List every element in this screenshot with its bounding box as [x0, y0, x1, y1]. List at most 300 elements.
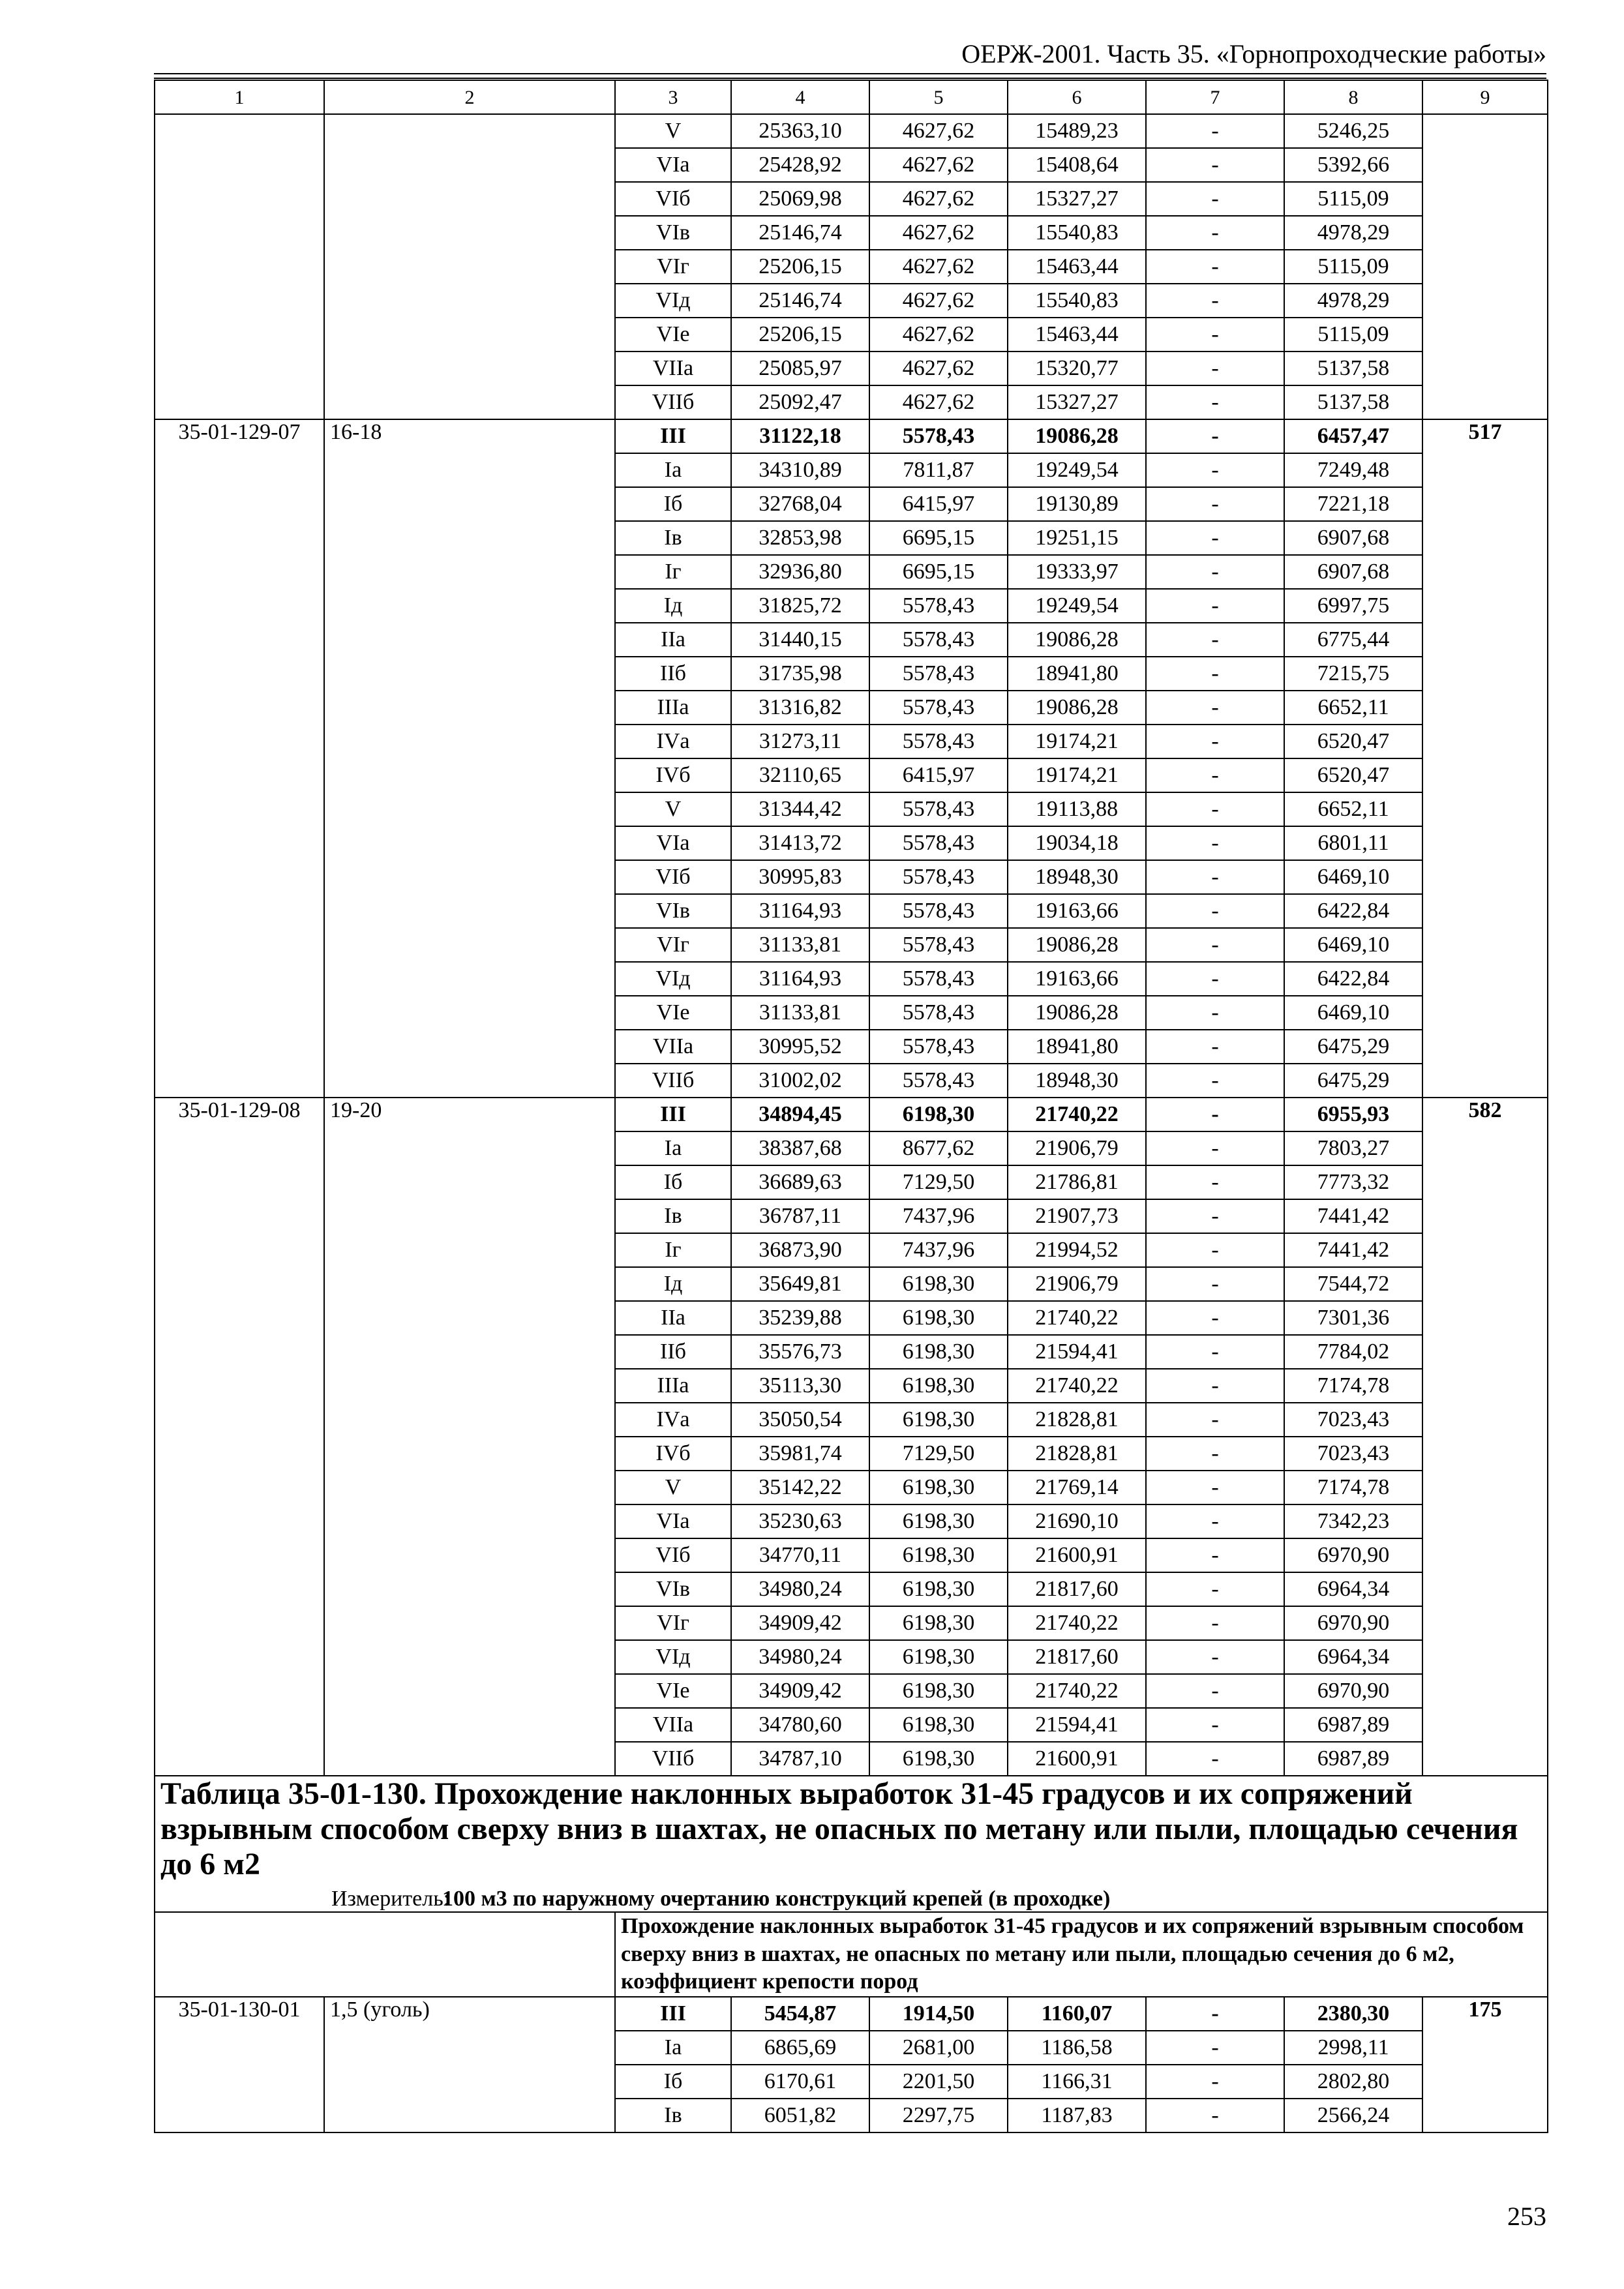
description-row — [155, 1912, 1548, 1997]
value-cell: 15408,64 — [1008, 148, 1146, 182]
value-cell: 2201,50 — [869, 2065, 1008, 2099]
value-cell: - — [1146, 1064, 1284, 1098]
value-cell: 4627,62 — [869, 385, 1008, 419]
value-cell: 6997,75 — [1284, 589, 1422, 623]
value-cell: 19163,66 — [1008, 894, 1146, 928]
value-cell: - — [1146, 352, 1284, 385]
empty-cell — [155, 114, 324, 419]
value-cell: 4627,62 — [869, 352, 1008, 385]
value-cell: 6198,30 — [869, 1606, 1008, 1640]
zone-code: VIд — [615, 962, 731, 996]
value-cell: 6652,11 — [1284, 691, 1422, 725]
value-cell: 21769,14 — [1008, 1471, 1146, 1504]
value-cell: 6415,97 — [869, 487, 1008, 521]
column-9-text: 582 — [1468, 1098, 1502, 1122]
value-cell: 8677,62 — [869, 1131, 1008, 1165]
table-row — [155, 1098, 1548, 1131]
value-cell: 31133,81 — [731, 928, 869, 962]
column-9-text: 517 — [1468, 420, 1502, 444]
empty-cell — [324, 114, 615, 419]
value-cell: 21740,22 — [1008, 1606, 1146, 1640]
value-cell: 35050,54 — [731, 1403, 869, 1437]
value-cell: - — [1146, 2099, 1284, 2132]
meter-label: Измеритель: — [331, 1887, 450, 1911]
value-cell: 6907,68 — [1284, 521, 1422, 555]
value-cell: 19086,28 — [1008, 928, 1146, 962]
value-cell: - — [1146, 419, 1284, 453]
zone-code: VIе — [615, 1674, 731, 1708]
value-cell: - — [1146, 1165, 1284, 1199]
meter-line — [160, 1887, 1542, 1911]
zone-code: III — [615, 1098, 731, 1131]
zone-code: VIд — [615, 1640, 731, 1674]
value-cell: 7174,78 — [1284, 1471, 1422, 1504]
zone-code: Iб — [615, 2065, 731, 2099]
value-cell: 2297,75 — [869, 2099, 1008, 2132]
value-cell: - — [1146, 1640, 1284, 1674]
value-cell: 21740,22 — [1008, 1674, 1146, 1708]
value-cell: 6170,61 — [731, 2065, 869, 2099]
value-cell: 2681,00 — [869, 2031, 1008, 2065]
value-cell: 7174,78 — [1284, 1369, 1422, 1403]
value-cell: 31273,11 — [731, 725, 869, 758]
value-cell: 21828,81 — [1008, 1437, 1146, 1471]
value-cell: 4627,62 — [869, 216, 1008, 250]
value-cell: 21907,73 — [1008, 1199, 1146, 1233]
value-cell: 1914,50 — [869, 1997, 1008, 2031]
value-cell: 25363,10 — [731, 114, 869, 148]
header-rule — [154, 78, 1546, 79]
meter-value: 100 м3 по наружному очертанию конструкций крепей (в проходке) — [442, 1887, 1111, 1911]
value-cell: - — [1146, 1369, 1284, 1403]
value-cell: 2998,11 — [1284, 2031, 1422, 2065]
zone-code: IVб — [615, 1437, 731, 1471]
value-cell: 32936,80 — [731, 555, 869, 589]
value-cell: 21994,52 — [1008, 1233, 1146, 1267]
zone-code: V — [615, 792, 731, 826]
value-cell: 31164,93 — [731, 894, 869, 928]
zone-code: VIб — [615, 182, 731, 216]
zone-code: VIв — [615, 1572, 731, 1606]
value-cell: 6695,15 — [869, 555, 1008, 589]
value-cell: - — [1146, 2065, 1284, 2099]
value-cell: 7441,42 — [1284, 1233, 1422, 1267]
value-cell: 19249,54 — [1008, 589, 1146, 623]
value-cell: 34909,42 — [731, 1674, 869, 1708]
zone-code: VIIб — [615, 1064, 731, 1098]
zone-code: IIб — [615, 1335, 731, 1369]
value-cell: 5578,43 — [869, 962, 1008, 996]
value-cell: 7803,27 — [1284, 1131, 1422, 1165]
value-cell: 36787,11 — [731, 1199, 869, 1233]
value-cell: 6469,10 — [1284, 928, 1422, 962]
value-cell: 7784,02 — [1284, 1335, 1422, 1369]
value-cell: 15463,44 — [1008, 250, 1146, 284]
value-cell: - — [1146, 1471, 1284, 1504]
value-cell: - — [1146, 216, 1284, 250]
value-cell: 21594,41 — [1008, 1708, 1146, 1742]
description-cell — [615, 1912, 1548, 1997]
column-number: 9 — [1422, 80, 1548, 114]
value-cell: - — [1146, 385, 1284, 419]
value-cell: 25206,15 — [731, 250, 869, 284]
zone-code: IIб — [615, 657, 731, 691]
value-cell: 32853,98 — [731, 521, 869, 555]
value-cell: - — [1146, 1199, 1284, 1233]
value-cell: - — [1146, 962, 1284, 996]
value-cell: - — [1146, 725, 1284, 758]
value-cell: 19130,89 — [1008, 487, 1146, 521]
value-cell: 6987,89 — [1284, 1742, 1422, 1776]
value-cell: 36873,90 — [731, 1233, 869, 1267]
value-cell: 15540,83 — [1008, 216, 1146, 250]
value-cell: 2380,30 — [1284, 1997, 1422, 2031]
value-cell: 35142,22 — [731, 1471, 869, 1504]
zone-code: VIа — [615, 148, 731, 182]
zone-code: VIв — [615, 894, 731, 928]
value-cell: 31164,93 — [731, 962, 869, 996]
value-cell: 31002,02 — [731, 1064, 869, 1098]
zone-code: IIIа — [615, 1369, 731, 1403]
value-cell: 7342,23 — [1284, 1504, 1422, 1538]
value-cell: 34770,11 — [731, 1538, 869, 1572]
zone-code: VIг — [615, 250, 731, 284]
value-cell: - — [1146, 521, 1284, 555]
table-row — [155, 419, 1548, 453]
value-cell: - — [1146, 148, 1284, 182]
rates-table — [154, 80, 1548, 2133]
value-cell: 6198,30 — [869, 1335, 1008, 1369]
value-cell: 6198,30 — [869, 1640, 1008, 1674]
value-cell: 6198,30 — [869, 1708, 1008, 1742]
value-cell: 4627,62 — [869, 318, 1008, 352]
value-cell: 21690,10 — [1008, 1504, 1146, 1538]
value-cell: 21786,81 — [1008, 1165, 1146, 1199]
column-number: 2 — [324, 80, 615, 114]
value-cell: 5115,09 — [1284, 182, 1422, 216]
value-cell: 19333,97 — [1008, 555, 1146, 589]
value-cell: 6801,11 — [1284, 826, 1422, 860]
value-cell: 5578,43 — [869, 623, 1008, 657]
rate-code: 35-01-130-01 — [155, 1997, 324, 2132]
value-cell: 35576,73 — [731, 1335, 869, 1369]
value-cell: 1186,58 — [1008, 2031, 1146, 2065]
value-cell: 34780,60 — [731, 1708, 869, 1742]
zone-code: Iа — [615, 1131, 731, 1165]
value-cell: 6422,84 — [1284, 962, 1422, 996]
value-cell: 7773,32 — [1284, 1165, 1422, 1199]
value-cell: 34310,89 — [731, 453, 869, 487]
value-cell: 6469,10 — [1284, 996, 1422, 1030]
zone-code: VIг — [615, 1606, 731, 1640]
value-cell: 5454,87 — [731, 1997, 869, 2031]
zone-code: V — [615, 1471, 731, 1504]
value-cell: 7023,43 — [1284, 1403, 1422, 1437]
column-number: 7 — [1146, 80, 1284, 114]
value-cell: - — [1146, 1233, 1284, 1267]
value-cell: 19086,28 — [1008, 996, 1146, 1030]
value-cell: - — [1146, 1538, 1284, 1572]
value-cell: - — [1146, 589, 1284, 623]
value-cell: - — [1146, 826, 1284, 860]
value-cell: 4978,29 — [1284, 216, 1422, 250]
zone-code: Iб — [615, 487, 731, 521]
value-cell: 5392,66 — [1284, 148, 1422, 182]
value-cell: 34980,24 — [731, 1640, 869, 1674]
value-cell: 19174,21 — [1008, 758, 1146, 792]
value-cell: 6652,11 — [1284, 792, 1422, 826]
value-cell: 18941,80 — [1008, 657, 1146, 691]
zone-code: Iг — [615, 555, 731, 589]
value-cell: 18948,30 — [1008, 860, 1146, 894]
value-cell: 19086,28 — [1008, 691, 1146, 725]
value-cell: 5578,43 — [869, 725, 1008, 758]
value-cell: 6520,47 — [1284, 725, 1422, 758]
zone-code: VIб — [615, 860, 731, 894]
value-cell: 5578,43 — [869, 860, 1008, 894]
zone-code: Iг — [615, 1233, 731, 1267]
zone-code: VIб — [615, 1538, 731, 1572]
value-cell: - — [1146, 657, 1284, 691]
value-cell: 6907,68 — [1284, 555, 1422, 589]
zone-code: VIIб — [615, 1742, 731, 1776]
column-number: 1 — [155, 80, 324, 114]
value-cell: 4627,62 — [869, 148, 1008, 182]
value-cell: 21594,41 — [1008, 1335, 1146, 1369]
value-cell: 7811,87 — [869, 453, 1008, 487]
value-cell: 18941,80 — [1008, 1030, 1146, 1064]
value-cell: 31440,15 — [731, 623, 869, 657]
table-title-cell — [155, 1776, 1548, 1912]
value-cell: 6198,30 — [869, 1403, 1008, 1437]
value-cell: 21906,79 — [1008, 1131, 1146, 1165]
value-cell: 19163,66 — [1008, 962, 1146, 996]
value-cell: 5578,43 — [869, 826, 1008, 860]
value-cell: 35239,88 — [731, 1301, 869, 1335]
value-cell: - — [1146, 114, 1284, 148]
value-cell: 6198,30 — [869, 1471, 1008, 1504]
value-cell: - — [1146, 1301, 1284, 1335]
rate-code: 35-01-129-08 — [155, 1098, 324, 1776]
column-9-text: 175 — [1468, 1997, 1502, 2022]
value-cell: 7437,96 — [869, 1233, 1008, 1267]
table-row — [155, 1997, 1548, 2031]
value-cell: 34894,45 — [731, 1098, 869, 1131]
value-cell: 6198,30 — [869, 1267, 1008, 1301]
value-cell: 5137,58 — [1284, 385, 1422, 419]
value-cell: - — [1146, 758, 1284, 792]
value-cell: 6970,90 — [1284, 1606, 1422, 1640]
zone-code: Iб — [615, 1165, 731, 1199]
value-cell: 6198,30 — [869, 1369, 1008, 1403]
value-cell: 34909,42 — [731, 1606, 869, 1640]
value-cell: 21817,60 — [1008, 1640, 1146, 1674]
value-cell: 7441,42 — [1284, 1199, 1422, 1233]
value-cell: 4627,62 — [869, 284, 1008, 318]
value-cell: 6198,30 — [869, 1098, 1008, 1131]
value-cell: 1160,07 — [1008, 1997, 1146, 2031]
value-cell: - — [1146, 1742, 1284, 1776]
value-cell: 5115,09 — [1284, 318, 1422, 352]
value-cell: 21740,22 — [1008, 1369, 1146, 1403]
value-cell: 5137,58 — [1284, 352, 1422, 385]
value-cell: - — [1146, 453, 1284, 487]
zone-code: III — [615, 1997, 731, 2031]
zone-code: VIа — [615, 826, 731, 860]
zone-code: IVа — [615, 1403, 731, 1437]
value-cell: 6970,90 — [1284, 1674, 1422, 1708]
zone-code: VIв — [615, 216, 731, 250]
rock-strength-range: 1,5 (уголь) — [324, 1997, 615, 2132]
value-cell: 19113,88 — [1008, 792, 1146, 826]
page-header: ОЕРЖ-2001. Часть 35. «Горнопроходческие работы» — [961, 39, 1546, 68]
value-cell: 31316,82 — [731, 691, 869, 725]
value-cell: 2566,24 — [1284, 2099, 1422, 2132]
work-description: Прохождение наклонных выработок 31-45 градусов и их сопряжений взрывным способом сверху вниз в шахтах, не опасных по метану или пыли, площадью сечения до 6 м2, коэффициент крепости пород — [621, 1914, 1524, 1994]
value-cell: 31344,42 — [731, 792, 869, 826]
value-cell: 19251,15 — [1008, 521, 1146, 555]
value-cell: 15463,44 — [1008, 318, 1146, 352]
value-cell: 25146,74 — [731, 284, 869, 318]
value-cell: 19086,28 — [1008, 419, 1146, 453]
zone-code: IVб — [615, 758, 731, 792]
value-cell: 15540,83 — [1008, 284, 1146, 318]
value-cell: 4627,62 — [869, 250, 1008, 284]
value-cell: - — [1146, 1131, 1284, 1165]
zone-code: III — [615, 419, 731, 453]
value-cell: 35113,30 — [731, 1369, 869, 1403]
value-cell: 7301,36 — [1284, 1301, 1422, 1335]
column-number: 6 — [1008, 80, 1146, 114]
zone-code: IVа — [615, 725, 731, 758]
zone-code: VIIа — [615, 352, 731, 385]
value-cell: - — [1146, 284, 1284, 318]
value-cell: 7129,50 — [869, 1165, 1008, 1199]
value-cell: 25069,98 — [731, 182, 869, 216]
value-cell: 6051,82 — [731, 2099, 869, 2132]
value-cell: 30995,83 — [731, 860, 869, 894]
zone-code: Iд — [615, 1267, 731, 1301]
value-cell: 34980,24 — [731, 1572, 869, 1606]
table-title-row — [155, 1776, 1548, 1912]
value-cell: 6415,97 — [869, 758, 1008, 792]
value-cell: 5578,43 — [869, 894, 1008, 928]
value-cell: 5578,43 — [869, 657, 1008, 691]
value-cell: 25092,47 — [731, 385, 869, 419]
value-cell: 6987,89 — [1284, 1708, 1422, 1742]
zone-code: Iв — [615, 2099, 731, 2132]
value-cell: 7437,96 — [869, 1199, 1008, 1233]
value-cell: 4627,62 — [869, 114, 1008, 148]
zone-code: Iа — [615, 453, 731, 487]
column-9-value — [1422, 1997, 1548, 2132]
value-cell: 25146,74 — [731, 216, 869, 250]
value-cell: 6775,44 — [1284, 623, 1422, 657]
value-cell: - — [1146, 1403, 1284, 1437]
zone-code: V — [615, 114, 731, 148]
empty-cell — [155, 1912, 615, 1997]
value-cell: - — [1146, 1997, 1284, 2031]
value-cell: 6198,30 — [869, 1504, 1008, 1538]
zone-code: VIIа — [615, 1708, 731, 1742]
column-9-value — [1422, 419, 1548, 1098]
value-cell: - — [1146, 1708, 1284, 1742]
value-cell: 15327,27 — [1008, 385, 1146, 419]
value-cell: 19249,54 — [1008, 453, 1146, 487]
value-cell: 1166,31 — [1008, 2065, 1146, 2099]
value-cell: 6198,30 — [869, 1572, 1008, 1606]
column-9-value — [1422, 1098, 1548, 1776]
value-cell: 6469,10 — [1284, 860, 1422, 894]
value-cell: 7215,75 — [1284, 657, 1422, 691]
value-cell: 6955,93 — [1284, 1098, 1422, 1131]
value-cell: - — [1146, 1267, 1284, 1301]
value-cell: 21817,60 — [1008, 1572, 1146, 1606]
value-cell: 31825,72 — [731, 589, 869, 623]
value-cell: 6520,47 — [1284, 758, 1422, 792]
value-cell: 30995,52 — [731, 1030, 869, 1064]
value-cell: 35649,81 — [731, 1267, 869, 1301]
column-number: 5 — [869, 80, 1008, 114]
value-cell: 31133,81 — [731, 996, 869, 1030]
value-cell: 15320,77 — [1008, 352, 1146, 385]
zone-code: VIа — [615, 1504, 731, 1538]
rock-strength-range: 16-18 — [324, 419, 615, 1098]
value-cell: 5578,43 — [869, 1064, 1008, 1098]
value-cell: 25085,97 — [731, 352, 869, 385]
value-cell: 35981,74 — [731, 1437, 869, 1471]
value-cell: 5578,43 — [869, 589, 1008, 623]
value-cell: 32768,04 — [731, 487, 869, 521]
value-cell: 18948,30 — [1008, 1064, 1146, 1098]
value-cell: - — [1146, 1504, 1284, 1538]
value-cell: 32110,65 — [731, 758, 869, 792]
value-cell: - — [1146, 318, 1284, 352]
value-cell: 19174,21 — [1008, 725, 1146, 758]
column-number-row — [155, 80, 1548, 114]
zone-code: VIе — [615, 318, 731, 352]
zone-code: IIIа — [615, 691, 731, 725]
rock-strength-range: 19-20 — [324, 1098, 615, 1776]
value-cell: - — [1146, 1437, 1284, 1471]
table-row — [155, 114, 1548, 148]
value-cell: 5578,43 — [869, 792, 1008, 826]
value-cell: 31122,18 — [731, 419, 869, 453]
zone-code: IIа — [615, 1301, 731, 1335]
value-cell: 21600,91 — [1008, 1538, 1146, 1572]
value-cell: 6198,30 — [869, 1742, 1008, 1776]
column-number: 4 — [731, 80, 869, 114]
zone-code: IIа — [615, 623, 731, 657]
value-cell: 21600,91 — [1008, 1742, 1146, 1776]
value-cell: 6457,47 — [1284, 419, 1422, 453]
value-cell: - — [1146, 182, 1284, 216]
value-cell: - — [1146, 623, 1284, 657]
value-cell: 6964,34 — [1284, 1640, 1422, 1674]
value-cell: - — [1146, 1572, 1284, 1606]
value-cell: 6422,84 — [1284, 894, 1422, 928]
value-cell: - — [1146, 555, 1284, 589]
zone-code: VIг — [615, 928, 731, 962]
value-cell: 6475,29 — [1284, 1064, 1422, 1098]
value-cell: 5578,43 — [869, 996, 1008, 1030]
value-cell: 15489,23 — [1008, 114, 1146, 148]
value-cell: 1187,83 — [1008, 2099, 1146, 2132]
value-cell: 21828,81 — [1008, 1403, 1146, 1437]
value-cell: 25428,92 — [731, 148, 869, 182]
value-cell: - — [1146, 860, 1284, 894]
zone-code: Iа — [615, 2031, 731, 2065]
